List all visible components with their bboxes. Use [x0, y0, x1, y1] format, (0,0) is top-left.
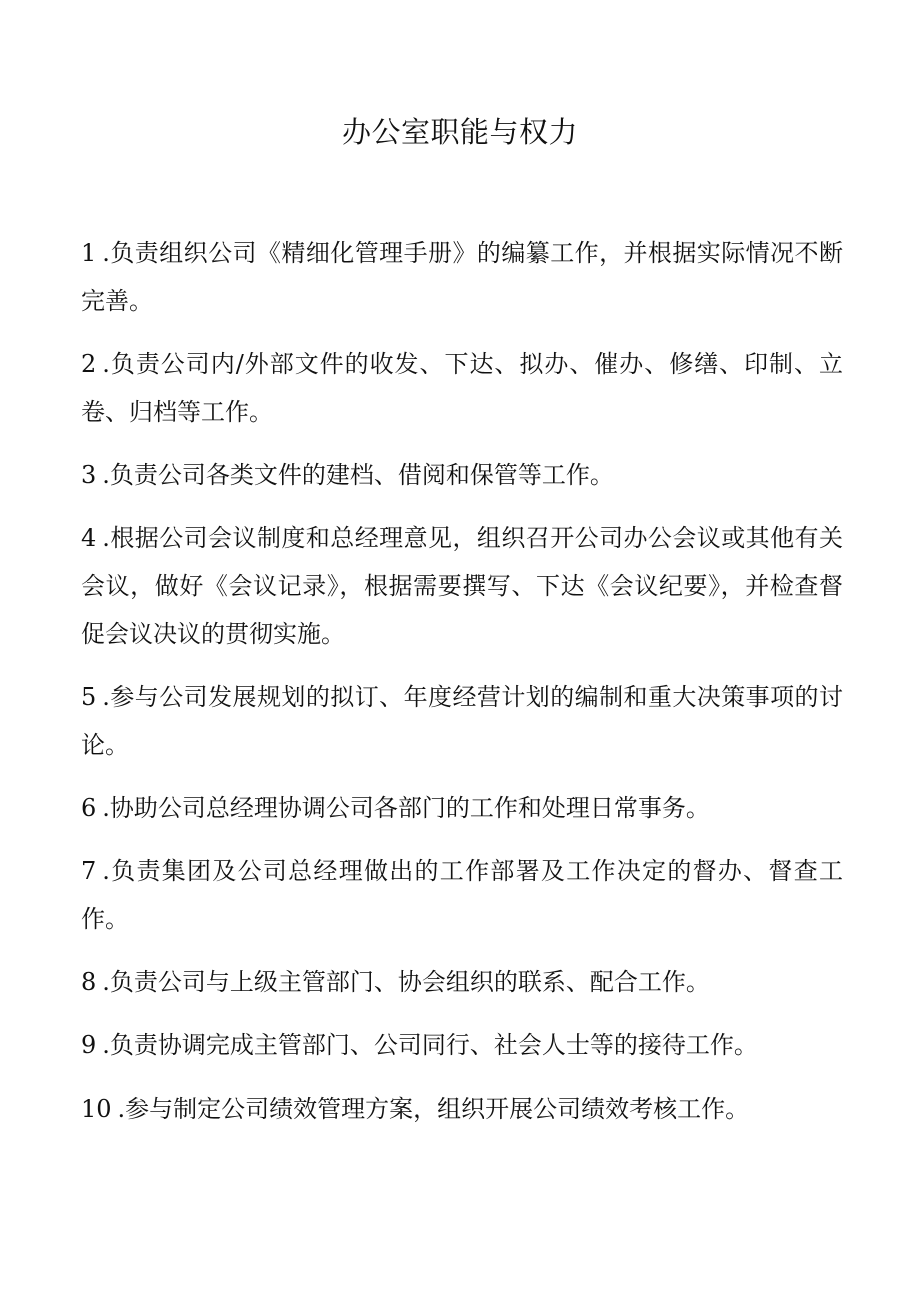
item-text: .负责公司与上级主管部门、协会组织的联系、配合工作。: [102, 968, 710, 996]
item-text: .负责组织公司《精细化管理手册》的编纂工作，并根据实际情况不断完善。: [81, 239, 843, 315]
list-item: [81, 673, 843, 769]
list-item: [81, 958, 843, 1006]
item-text: .根据公司会议制度和总经理意见，组织召开公司办公会议或其他有关会议，做好《会议记录》，根据需要撰写、下达《会议纪要》，并检查督促会议决议的贯彻实施。: [81, 524, 843, 648]
item-number: 8: [81, 968, 97, 996]
item-text: .参与制定公司绩效管理方案，组织开展公司绩效考核工作。: [117, 1095, 750, 1123]
item-number: 9: [81, 1031, 97, 1059]
list-item: [81, 451, 843, 499]
list-item: [81, 1085, 843, 1133]
item-number: 5: [81, 683, 97, 711]
list-item: [81, 514, 843, 658]
item-number: 7: [81, 857, 97, 885]
item-text: .协助公司总经理协调公司各部门的工作和处理日常事务。: [102, 794, 710, 822]
list-item: [81, 847, 843, 943]
page-title: 办公室职能与权力: [341, 115, 578, 149]
item-number: 3: [81, 461, 97, 489]
list-item: [81, 229, 843, 325]
item-number: 6: [81, 794, 97, 822]
list-item: [81, 340, 843, 436]
list-item: [81, 784, 843, 832]
item-text: .负责协调完成主管部门、公司同行、社会人士等的接待工作。: [102, 1031, 758, 1059]
item-text: .负责公司内/外部文件的收发、下达、拟办、催办、修缮、印制、立卷、归档等工作。: [81, 350, 843, 426]
item-text: .负责公司各类文件的建档、借阅和保管等工作。: [102, 461, 614, 489]
item-number: 1: [81, 239, 97, 267]
item-text: .负责集团及公司总经理做出的工作部署及工作决定的督办、督查工作。: [81, 857, 843, 933]
function-list: [81, 229, 843, 1148]
item-number: 4: [81, 524, 97, 552]
item-text: .参与公司发展规划的拟订、年度经营计划的编制和重大决策事项的讨论。: [81, 683, 843, 759]
item-number: 2: [81, 350, 97, 378]
list-item: [81, 1021, 843, 1069]
item-number: 10: [81, 1095, 112, 1123]
